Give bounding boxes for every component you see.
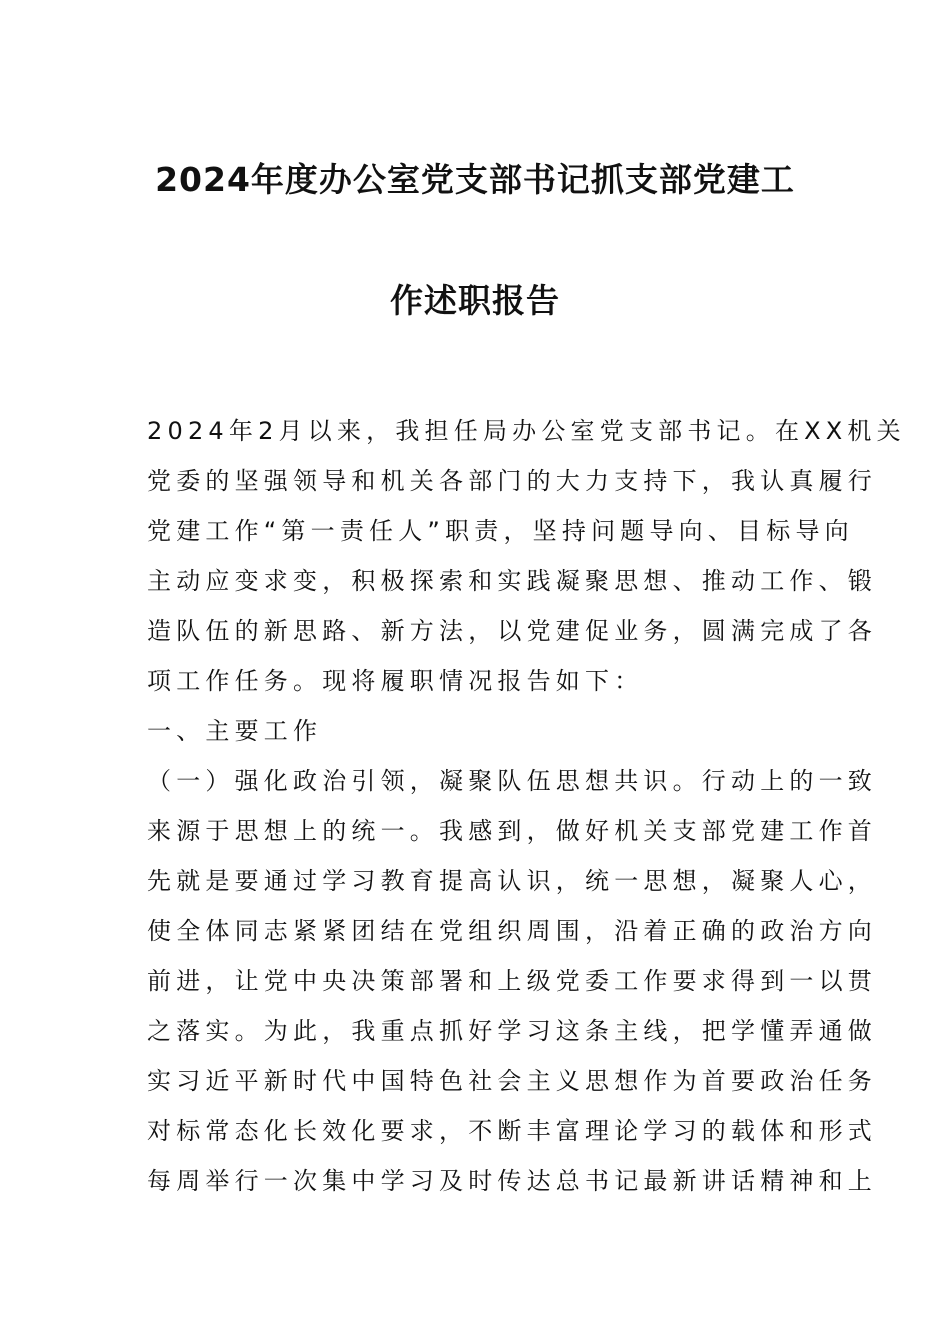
body-line: 先就是要通过学习教育提高认识，统一思想，凝聚人心， bbox=[147, 867, 877, 895]
document-title-line-2: 作述职报告 bbox=[390, 281, 560, 320]
section-heading: 一、主要工作 bbox=[147, 717, 323, 745]
body-line: 2024年2月以来，我担任局办公室党支部书记。在XX机关 bbox=[147, 417, 906, 445]
body-line: 主动应变求变，积极探索和实践凝聚思想、推动工作、锻 bbox=[147, 567, 877, 595]
body-line: 造队伍的新思路、新方法，以党建促业务，圆满完成了各 bbox=[147, 617, 877, 645]
body-line: 党建工作“第一责任人”职责，坚持问题导向、目标导向 bbox=[147, 517, 854, 545]
document-body bbox=[147, 412, 906, 1212]
body-line: 实习近平新时代中国特色社会主义思想作为首要政治任务 bbox=[147, 1067, 877, 1095]
body-line: 之落实。为此，我重点抓好学习这条主线，把学懂弄通做 bbox=[147, 1017, 877, 1045]
body-line: 使全体同志紧紧团结在党组织周围，沿着正确的政治方向 bbox=[147, 917, 877, 945]
body-line: 来源于思想上的统一。我感到，做好机关支部党建工作首 bbox=[147, 817, 877, 845]
body-line: 项工作任务。现将履职情况报告如下： bbox=[147, 667, 644, 695]
body-line: 前进，让党中央决策部署和上级党委工作要求得到一以贯 bbox=[147, 967, 877, 995]
document-title-line-1: 2024年度办公室党支部书记抓支部党建工 bbox=[155, 160, 795, 199]
body-line: （一）强化政治引领，凝聚队伍思想共识。行动上的一致 bbox=[147, 767, 877, 795]
body-line: 对标常态化长效化要求，不断丰富理论学习的载体和形式 bbox=[147, 1117, 877, 1145]
body-line: 党委的坚强领导和机关各部门的大力支持下，我认真履行 bbox=[147, 467, 877, 495]
body-line: 每周举行一次集中学习及时传达总书记最新讲话精神和上 bbox=[147, 1167, 877, 1195]
